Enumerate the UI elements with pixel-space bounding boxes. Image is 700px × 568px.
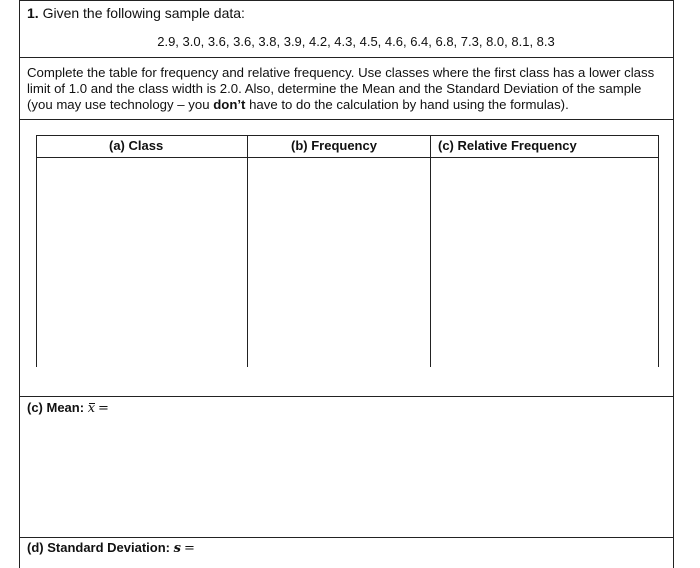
table-top-border	[36, 135, 659, 136]
std-dev-symbol: s	[173, 541, 181, 556]
table-col-line-3	[658, 135, 659, 367]
frequency-table	[36, 135, 659, 367]
divider-std-dev	[19, 537, 674, 538]
table-header-border	[36, 157, 659, 158]
question-header	[27, 5, 245, 21]
mean-equals: =	[98, 401, 109, 416]
instructions-text-2: have to do the calculation by hand using the formulas).	[245, 97, 569, 112]
mean-section	[27, 400, 109, 417]
table-col-line-2	[430, 135, 431, 367]
table-col-line-1	[247, 135, 248, 367]
instructions	[27, 65, 667, 113]
class-column-cell[interactable]	[38, 159, 246, 365]
std-dev-equals: =	[183, 541, 195, 556]
frequency-column-cell[interactable]	[249, 159, 429, 365]
std-dev-label: (d) Standard Deviation:	[27, 540, 171, 555]
mean-label: (c) Mean:	[27, 400, 85, 415]
header-class: (a) Class	[109, 138, 164, 153]
instructions-text-1: Complete the table for frequency and relative frequency. Use classes where the first class has a lower class limit of 1.0 and the class width is 2.0. Also, determine the Mean and the Standard Deviation of the sample (you may use technology – you	[27, 65, 655, 112]
header-relative-frequency: (c) Relative Frequency	[438, 138, 577, 153]
question-prompt: Given the following sample data:	[42, 5, 245, 21]
std-dev-section	[27, 540, 195, 557]
sample-data: 2.9, 3.0, 3.6, 3.6, 3.8, 3.9, 4.2, 4.3, 4.5, 4.6, 6.4, 6.8, 7.3, 8.0, 8.1, 8.3	[157, 34, 555, 49]
instructions-bold: don’t	[213, 97, 246, 112]
header-frequency: (b) Frequency	[291, 138, 377, 153]
table-col-line-0	[36, 135, 37, 367]
divider-instructions	[19, 119, 674, 120]
divider-top	[19, 57, 674, 58]
divider-mean	[19, 396, 674, 397]
question-number: 1.	[27, 5, 39, 21]
mean-answer-area[interactable]	[22, 420, 672, 534]
mean-symbol: x	[87, 401, 96, 416]
relative-frequency-column-cell[interactable]	[432, 159, 657, 365]
